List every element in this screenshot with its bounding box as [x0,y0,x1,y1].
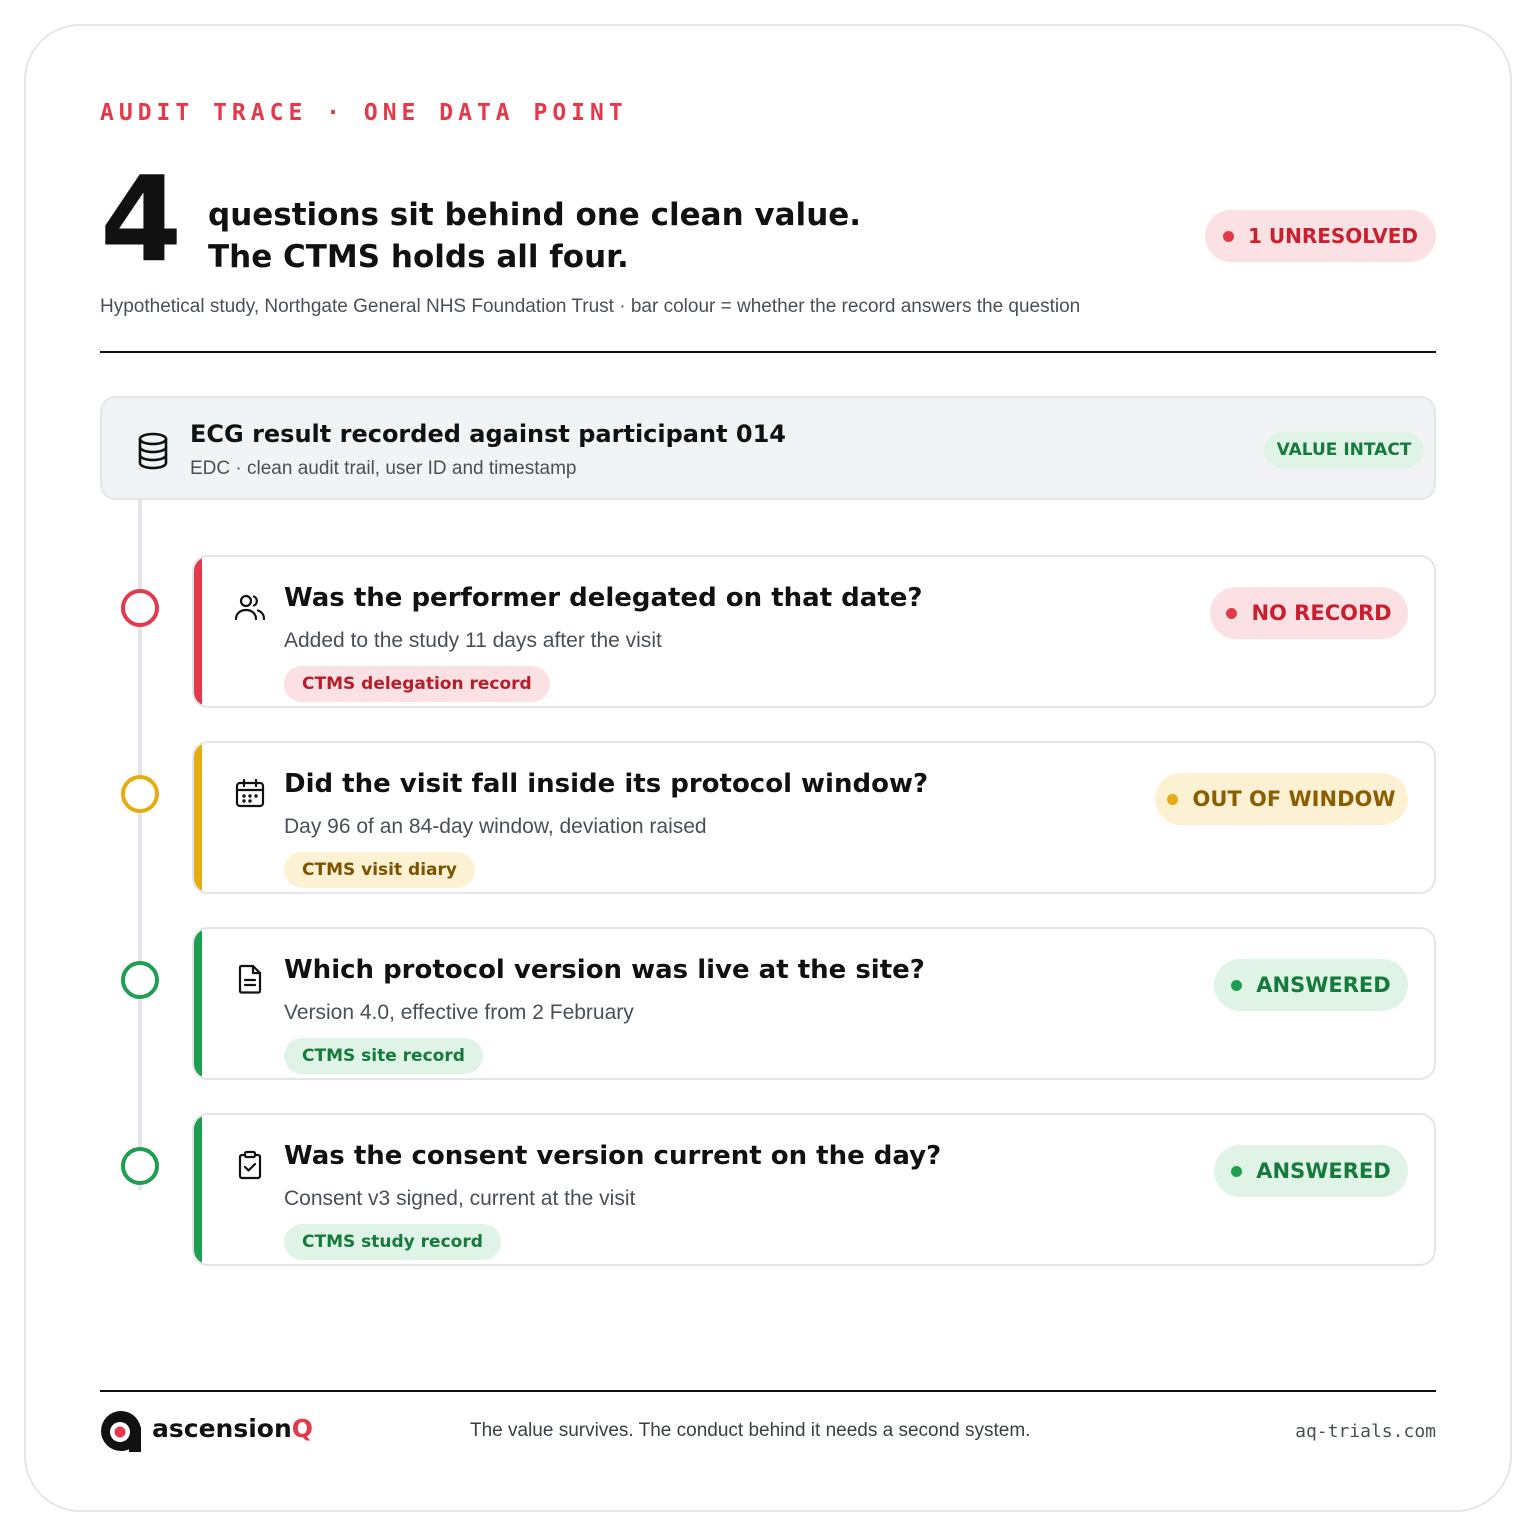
subtitle: Hypothetical study, Northgate General NHS Foundation Trust · bar colour = whether the record answers the question [100,296,1081,317]
question-card-visit-window [192,741,1436,894]
brand-name [152,1414,313,1443]
record-tag: CTMS delegation record [284,666,550,702]
status-bar [194,929,202,1078]
status-bar [194,743,202,892]
calendar-icon [234,777,266,809]
status-bar [194,557,202,706]
divider [100,351,1436,353]
question-detail: Consent v3 signed, current at the visit [284,1187,636,1210]
headline-line-1: questions sit behind one clean value. [208,197,862,233]
status-dot [1226,608,1237,619]
source-card [100,396,1436,500]
timeline-node-green [121,961,159,999]
status-pill [1210,587,1408,639]
database-icon [136,432,170,470]
question-count: 4 [100,150,179,288]
record-tag: CTMS visit diary [284,852,475,888]
unresolved-badge [1205,210,1436,262]
status-dot [1231,1166,1242,1177]
status-label: NO RECORD [1251,601,1392,625]
record-tag: CTMS study record [284,1224,501,1260]
question-card-delegation [192,555,1436,708]
question-detail: Version 4.0, effective from 2 February [284,1001,634,1024]
timeline-node-green [121,1147,159,1185]
brand-accent: Q [291,1414,314,1443]
status-label: OUT OF WINDOW [1192,787,1396,811]
brand-wordmark: ascension [152,1414,292,1443]
status-label: ANSWERED [1256,973,1391,997]
headline [208,194,861,278]
people-icon [234,591,266,623]
document-icon [234,963,266,995]
question-card-consent-version [192,1113,1436,1266]
question-title: Which protocol version was live at the site? [284,955,925,985]
headline-line-2: The CTMS holds all four. [208,239,629,275]
question-detail: Day 96 of an 84-day window, deviation raised [284,815,707,838]
brand-logo-icon [100,1410,142,1452]
status-dot [1167,794,1178,805]
question-title: Did the visit fall inside its protocol window? [284,769,929,799]
status-dot [1231,980,1242,991]
question-detail: Added to the study 11 days after the visit [284,629,662,652]
question-card-protocol-version [192,927,1436,1080]
source-subtitle: EDC · clean audit trail, user ID and timestamp [190,458,577,479]
status-dot [1223,231,1234,242]
unresolved-label: 1 UNRESOLVED [1247,224,1419,248]
question-title: Was the consent version current on the day? [284,1141,942,1171]
status-pill [1214,1145,1408,1197]
source-title: ECG result recorded against participant 014 [190,420,787,448]
clipboard-check-icon [234,1149,266,1181]
footer-divider [100,1390,1436,1392]
eyebrow: AUDIT TRACE · ONE DATA POINT [100,100,628,126]
status-pill [1214,959,1408,1011]
footer-tagline: The value survives. The conduct behind it needs a second system. [470,1420,1031,1441]
website-url[interactable]: aq-trials.com [1295,1421,1436,1442]
timeline-node-amber [121,775,159,813]
timeline-node-red [121,589,159,627]
status-bar [194,1115,202,1264]
record-tag: CTMS site record [284,1038,483,1074]
value-intact-badge: VALUE INTACT [1264,432,1424,468]
status-pill [1155,773,1408,825]
question-title: Was the performer delegated on that date? [284,583,923,613]
status-label: ANSWERED [1256,1159,1391,1183]
